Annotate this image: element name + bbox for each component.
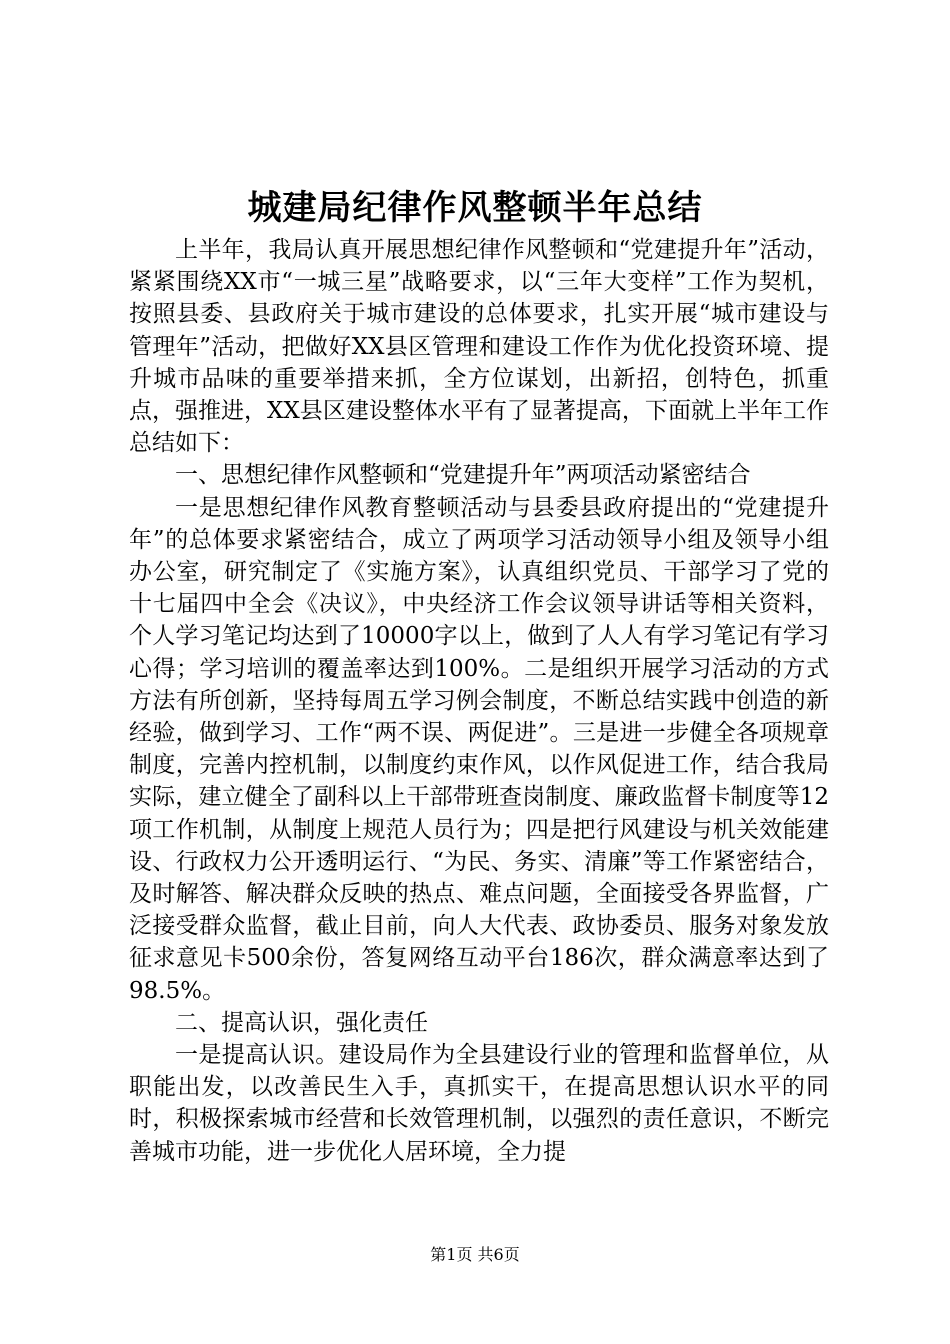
- section-heading-2: 二、提高认识，强化责任: [175, 1009, 428, 1036]
- document-title: 城建局纪律作风整顿半年总结: [247, 188, 703, 228]
- document-body: [129, 234, 829, 1168]
- paragraph-section-2: 一是提高认识。建设局作为全县建设行业的管理和监督单位，从职能出发，以改善民生入手，真抓实干，在提高思想认识水平的同时，积极探索城市经营和长效管理机制，以强烈的责任意识，不断完善城市功能，进一步优化人居环境，全力提: [129, 1042, 829, 1165]
- paragraph-section-1: 一是思想纪律作风教育整顿活动与县委县政府提出的“党建提升年”的总体要求紧密结合，成立了两项学习活动领导小组及领导小组办公室，研究制定了《实施方案》，认真组织党员、干部学习了党的十七届四中全会《决议》，中央经济工作会议领导讲话等相关资料，个人学习笔记均达到了10000字以上，做到了人人有学习笔记有学习心得；学习培训的覆盖率达到100%。二是组织开展学习活动的方式方法有所创新，坚持每周五学习例会制度，不断总结实践中创造的新经验，做到学习、工作“两不误、两促进”。三是进一步健全各项规章制度，完善内控机制，以制度约束作风，以作风促进工作，结合我局实际，建立健全了副科以上干部带班查岗制度、廉政监督卡制度等12项工作机制，从制度上规范人员行为；四是把行风建设与机关效能建设、行政权力公开透明运行、“为民、务实、清廉”等工作紧密结合，及时解答、解决群众反映的热点、难点问题，全面接受各界监督，广泛接受群众监督，截止目前，向人大代表、政协委员、服务对象发放征求意见卡500余份，答复网络互动平台186次，群众满意率达到了98.5%。: [129, 494, 829, 1004]
- paragraph-intro: 上半年，我局认真开展思想纪律作风整顿和“党建提升年”活动，紧紧围绕XX市“一城三星”战略要求，以“三年大变样”工作为契机，按照县委、县政府关于城市建设的总体要求，扎实开展“城市建设与管理年”活动，把做好XX县区管理和建设工作作为优化投资环境、提升城市品味的重要举措来抓，全方位谋划，出新招，创特色，抓重点，强推进，XX县区建设整体水平有了显著提高，下面就上半年工作总结如下：: [129, 237, 829, 457]
- section-heading-1: 一、思想纪律作风整顿和“党建提升年”两项活动紧密结合: [175, 462, 751, 489]
- page-footer: 第1页 共6页: [430, 1245, 520, 1264]
